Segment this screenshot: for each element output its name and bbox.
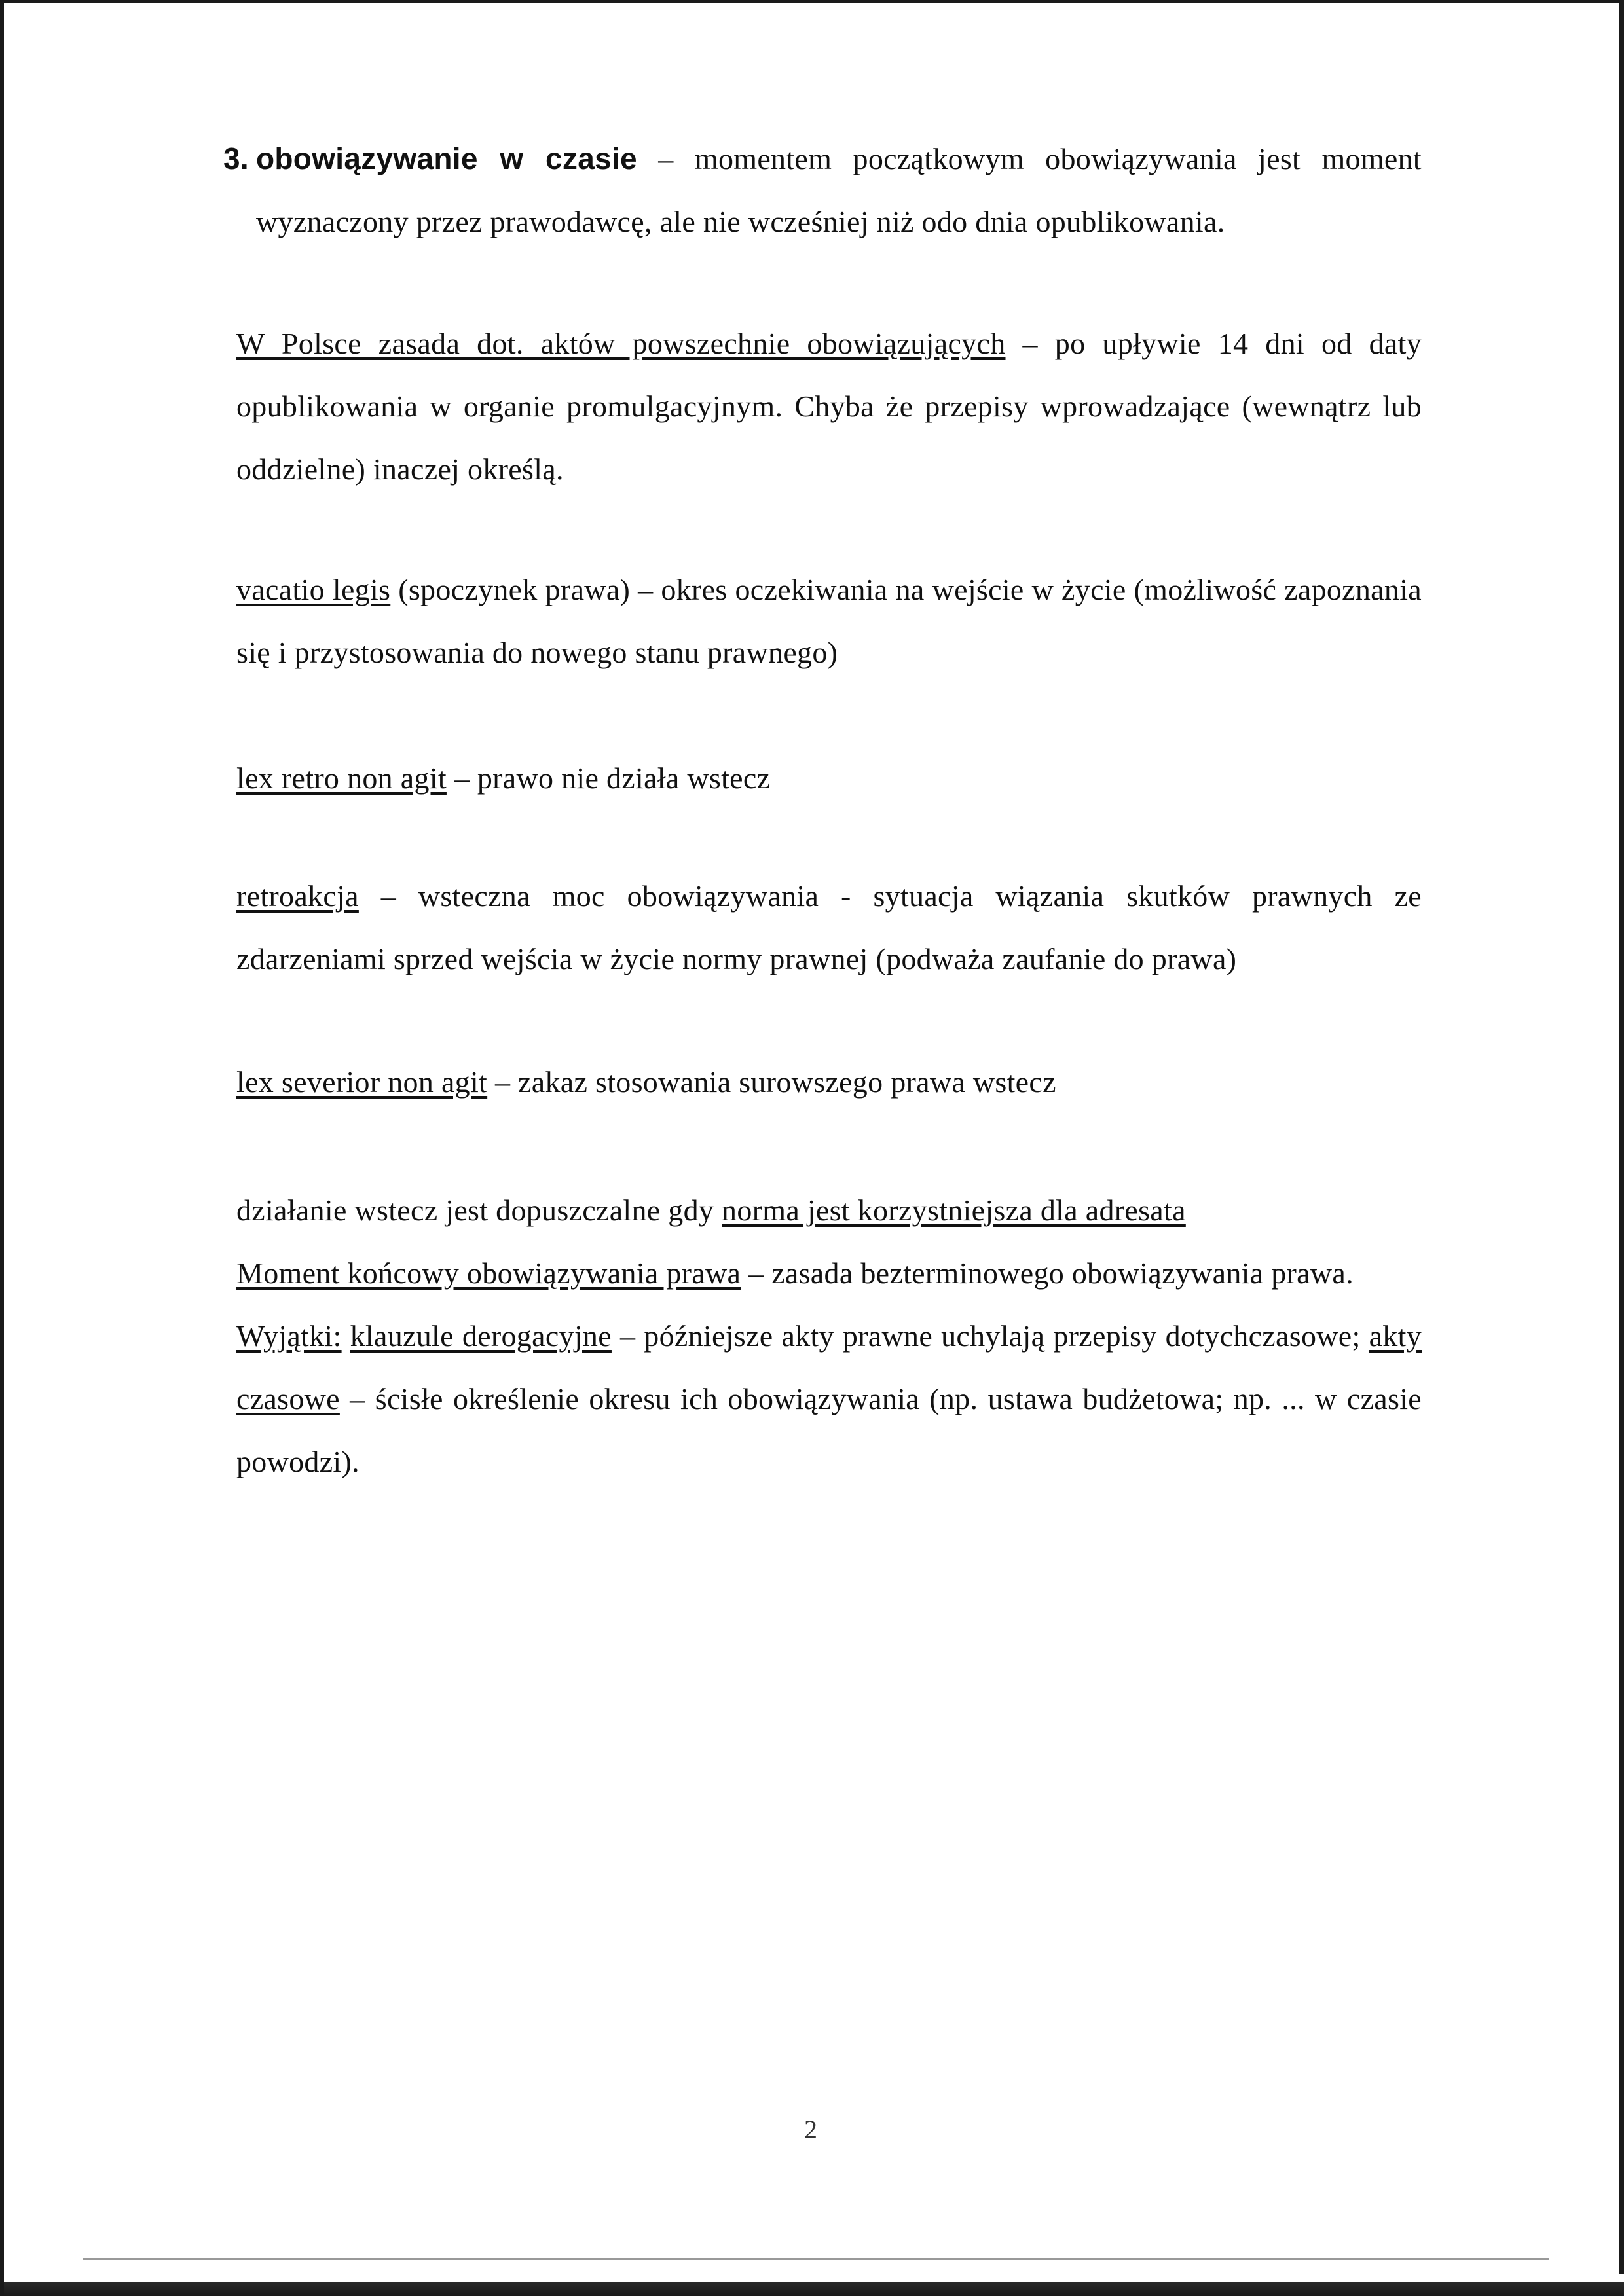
scan-artifact-line	[83, 2258, 1549, 2260]
section-3-body	[256, 127, 1422, 253]
term-wyjatki: Wyjątki:	[236, 1319, 342, 1353]
page-number: 2	[804, 2115, 817, 2144]
term-lex-severior: lex severior non agit	[236, 1065, 488, 1099]
paragraph-lex-severior	[236, 1051, 1422, 1114]
section-number: 3.	[223, 141, 249, 175]
text-moment-koncowy: – zasada bezterminowego obowiązywania prawa.	[741, 1256, 1354, 1290]
paragraph-poland	[236, 312, 1422, 501]
text-klauzule-derogacyjne: – późniejsze akty prawne uchylają przepisy dotychczasowe;	[611, 1319, 1369, 1353]
text-poland: – po upływie 14 dni od daty opublikowania w organie promulgacyjnym. Chyba że przepisy wprowadzające (wewnątrz lub oddzielne) inaczej określą.	[236, 327, 1422, 486]
section-3	[223, 127, 1422, 253]
section-3-text: – momentem początkowym obowiązywania jest moment wyznaczony przez prawodawcę, ale nie wcześniej niż odo dnia opublikowania.	[256, 142, 1422, 238]
text-akty-czasowe: – ścisłe określenie okresu ich obowiązywania (np. ustawa budżetowa; np. ... w czasie powodzi).	[236, 1382, 1422, 1478]
term-poland: W Polsce zasada dot. aktów powszechnie obowiązujących	[236, 327, 1006, 360]
term-klauzule-derogacyjne: klauzule derogacyjne	[350, 1319, 612, 1353]
scan-artifact-edge	[4, 2274, 1624, 2296]
term-vacatio-legis: vacatio legis	[236, 573, 391, 606]
paragraph-vacatio-legis	[236, 558, 1422, 684]
term-lex-retro: lex retro non agit	[236, 761, 447, 795]
term-akty-czasowe: akty czasowe	[236, 1319, 1422, 1415]
text-lex-retro: – prawo nie działa wstecz	[446, 761, 771, 795]
paragraph-wyjatki	[236, 1305, 1422, 1493]
paragraph-retroakcja	[236, 865, 1422, 991]
text-retroakcja: – wsteczna moc obowiązywania - sytuacja wiązania skutków prawnych ze zdarzeniami sprzed wejścia w życie normy prawnej (podważa zaufanie do prawa)	[236, 879, 1422, 975]
paragraph-wstecz	[236, 1179, 1422, 1242]
document-body	[223, 127, 1422, 1493]
paragraph-moment-koncowy	[236, 1242, 1422, 1305]
term-wstecz: norma jest korzystniejsza dla adresata	[722, 1194, 1186, 1227]
text-lex-severior: – zakaz stosowania surowszego prawa wstecz	[487, 1065, 1056, 1099]
paragraph-lex-retro	[236, 747, 1422, 810]
separator-wyjatki	[342, 1319, 350, 1353]
text-vacatio-legis: (spoczynek prawa) – okres oczekiwania na wejście w życie (możliwość zapoznania się i przystosowania do nowego stanu prawnego)	[236, 573, 1422, 669]
term-retroakcja: retroakcja	[236, 879, 359, 913]
section-heading: obowiązywanie w czasie	[256, 141, 637, 175]
text-wstecz: działanie wstecz jest dopuszczalne gdy	[236, 1194, 722, 1227]
term-moment-koncowy: Moment końcowy obowiązywania prawa	[236, 1256, 741, 1290]
